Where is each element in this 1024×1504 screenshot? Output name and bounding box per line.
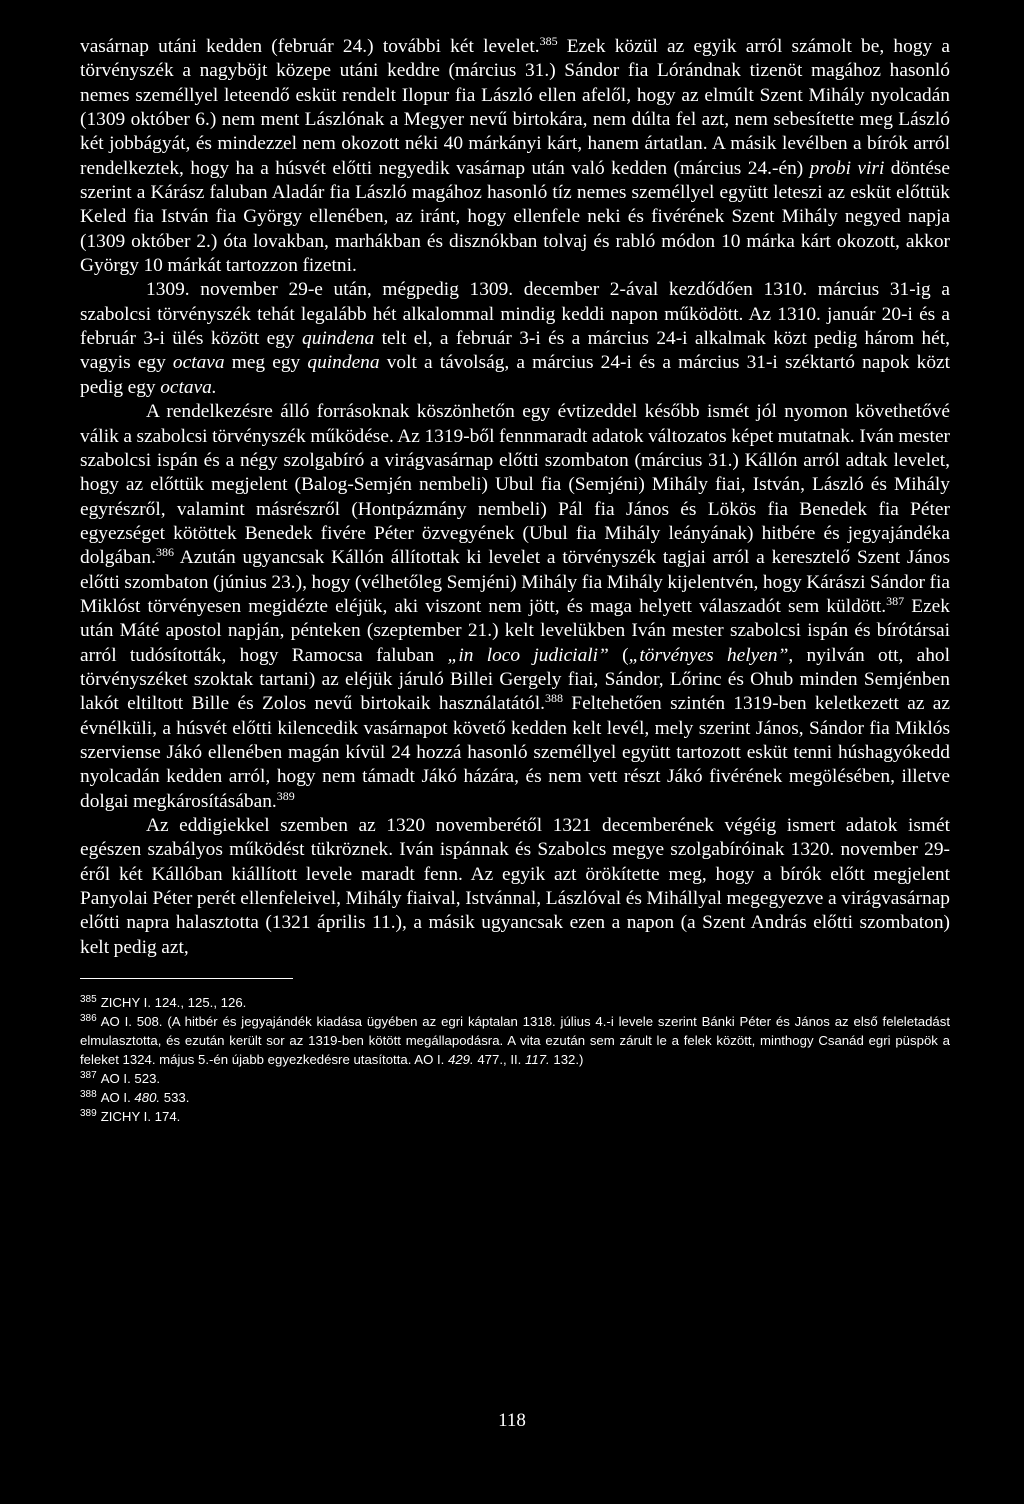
- text-run: 477., II.: [473, 1052, 526, 1068]
- italic-term: 429.: [448, 1052, 474, 1068]
- text-run: Ezek után Máté apostol napján, pénteken (szeptember 21.) kelt levelükben Iván mester szabolcsi ispán és bírótársai arról tudósították, hogy Ramocsa faluban: [80, 595, 950, 666]
- italic-term: „in loco judiciali”: [447, 644, 609, 666]
- text-run: ZICHY I. 174.: [100, 1109, 181, 1125]
- paragraph: [80, 400, 950, 814]
- text-run: , nyilván ott, ahol törvényszéket szoktak tartani) az eléjük járuló Billei Gergely fiai, Sándor, Lőrinc és Ohub minden Semjénben lakót eltiltott Bille és Zolos nevű birtokaik használatától.: [80, 644, 950, 715]
- footnote-divider: [80, 978, 293, 979]
- paragraph: [80, 814, 950, 960]
- footnote-reference[interactable]: 387: [886, 593, 905, 608]
- text-run: telt el, a február 3-i és a március 24-i alkalmak közt pedig három hét, vagyis egy: [80, 328, 950, 374]
- footnote-number: 389: [80, 1108, 97, 1120]
- footnote-number: 386: [80, 1013, 97, 1025]
- italic-term: probi viri: [809, 157, 885, 179]
- text-run: Azután ugyancsak Kállón állítottak ki levelet a törvényszék tagjai arról a keresztelő Szent János előtti szombaton (június 23.), hogy (vélhetőleg Semjéni) Mihály fia Mihály kijelentvén, hogy Kárászi Sándor fia Miklóst törvényesen megidézte eléjük, aki viszont nem jött, és maga helyett válaszadót sem küldött.: [80, 547, 950, 617]
- footnote-reference[interactable]: 385: [539, 34, 558, 48]
- main-text: [80, 35, 950, 960]
- italic-term: 480.: [134, 1090, 161, 1106]
- footnote: [80, 993, 950, 1012]
- footnote-number: 388: [80, 1089, 97, 1101]
- paragraph: [80, 278, 950, 400]
- footnote: [80, 1107, 950, 1126]
- footnote-reference[interactable]: 388: [544, 691, 563, 706]
- text-run: (: [608, 644, 629, 666]
- text-run: ZICHY I. 124., 125., 126.: [100, 995, 247, 1011]
- footnote: [80, 1088, 950, 1107]
- footnote-number: 385: [80, 994, 97, 1006]
- text-run: AO I. 508. (A hitbér és jegyajándék kiadása ügyében az egri káptalan 1318. július 4.-i levele szerint Bánki Péter és János az első feleletadást elmulasztotta, és ezután került sor az 1319-ben kötött megállapodásra. A vita ezután sem zárult le a felek között, minthogy Csanád egri püspök a feleket 1324. május 5.-én újabb egyezkedésre utasította. AO I.: [80, 1014, 950, 1068]
- italic-term: quindena: [307, 352, 380, 374]
- text-run: AO I.: [100, 1090, 135, 1106]
- footnote: [80, 1069, 950, 1088]
- text-run: Feltehetően szintén 1319-ben keletkezett az az évnélküli, a húsvét előtti kilencedik vasárnapot követő kedden kelt levél, mely szerint János, Sándor fia Miklós szerviense Jákó ellenében magán kívül 24 hozzá hasonló személlyel együtt tartozott esküt tenni húshagyókedd nyolcadán kedden arról, hogy nem támadt Jákó házára, és nem vett részt Jákó fivérének megölésében, illetve dolgai megkárosításában.: [80, 693, 951, 812]
- italic-term: 117.: [525, 1052, 550, 1068]
- footnotes-section: [80, 993, 950, 1126]
- italic-term: „törvényes helyen”: [628, 644, 789, 666]
- text-run: döntése szerint a Kárász faluban Aladár fia László magához hasonló tíz nemes személlyel együtt leteszi az esküt előttük Keled fia István fia György ellenében, az iránt, hogy ellenfele neki és fivérének Szent Mihály negyed napja (1309 október 2.) óta lovakban, marhákban és disznókban tolvaj és rabló módon 10 márka kárt okozott, akkor György 10 márkát tartozzon fizetni.: [80, 157, 950, 277]
- footnote-number: 387: [80, 1070, 97, 1082]
- text-run: A rendelkezésre álló forrásoknak köszönhetőn egy évtizeddel később ismét jól nyomon követhetővé válik a szabolcsi törvényszék működése. Az 1319-ből fennmaradt adatok változatos képet mutatnak. Iván mester szabolcsi ispán és a négy szolgabíró a virágvasárnap előtti szombaton (március 31.) Kállón arról adtak levelet, hogy az előttük megjelent (Balog-Semjén nembeli) Ubul fia (Semjéni) Mihály fiai, István, László és Mihály egyrészről, valamint másrészről (Hontpázmány nembeli) Pál fia János és Lökös fia Benedek fia Péter egyezséget kötöttek Benedek fivére Péter özvegyének (Ubul fia Mihály leányának) hitbére és jegyajándéka dolgában.: [80, 401, 951, 569]
- footnote-reference[interactable]: 386: [155, 545, 174, 560]
- italic-term: quindena: [302, 328, 375, 350]
- text-run: volt a távolság, a március 24-i és a március 31-i széktartó napok közt pedig egy: [80, 352, 951, 398]
- italic-term: octava: [172, 352, 225, 374]
- page-body: [80, 35, 950, 1126]
- italic-term: octava.: [160, 376, 217, 398]
- footnote: [80, 1012, 950, 1069]
- text-run: vasárnap utáni kedden (február 24.) további két levelet.: [80, 36, 540, 57]
- text-run: meg egy: [224, 352, 308, 374]
- page-number: 118: [498, 1410, 526, 1431]
- text-run: 533.: [160, 1090, 190, 1106]
- text-run: 132.): [549, 1052, 584, 1068]
- text-run: 1309. november 29-e után, mégpedig 1309. december 2-ával kezdődően 1310. március 31-ig a szabolcsi törvényszék tehát legalább hét alkalommal mindig keddi napon működött. Az 1310. január 20-i és a február 3-i ülés között egy: [80, 279, 950, 350]
- text-run: AO I. 523.: [100, 1071, 161, 1087]
- paragraph: [80, 35, 950, 278]
- text-run: Az eddigiekkel szemben az 1320 novemberétől 1321 decemberének végéig ismert adatok ismét egészen szabályos működést tükröznek. Iván ispánnak és Szabolcs megye szolgabíróinak 1320. november 29-éről két Kállóban kiállított levele maradt fenn. Az egyik azt örökítette meg, hogy a bírók előtt megjelent Panyolai Péter perét ellenfeleivel, Mihály fiaival, Istvánnal, Lászlóval és Mihállyal megegyezve a virágvasárnap előtti napra halasztotta (1321 április 11.), a másik ugyancsak ezen a napon (a Szent András előtti szombaton) kelt pedig azt,: [80, 815, 950, 958]
- footnote-reference[interactable]: 389: [276, 788, 295, 803]
- text-run: Ezek közül az egyik arról számolt be, hogy a törvényszék a nagyböjt közepe utáni keddre (március 31.) Sándor fia Lórándnak tizenöt magához hasonló nemes személlyel leteendő esküt rendelt Ilopur fia László ellen afelől, hogy az elmúlt Szent Mihály nyolcadán (1309 október 6.) nem ment Lászlónak a Megyer nevű birtokára, nem dúlta fel azt, nem sebesítette meg László két jobbágyát, és mindezzel nem okozott néki 40 márkányi kárt, hanem ártatlan. A másik levélben a bírók arról rendelkeztek, hogy ha a húsvét előtti negyedik vasárnap után való kedden (március 24.-én): [80, 36, 950, 179]
